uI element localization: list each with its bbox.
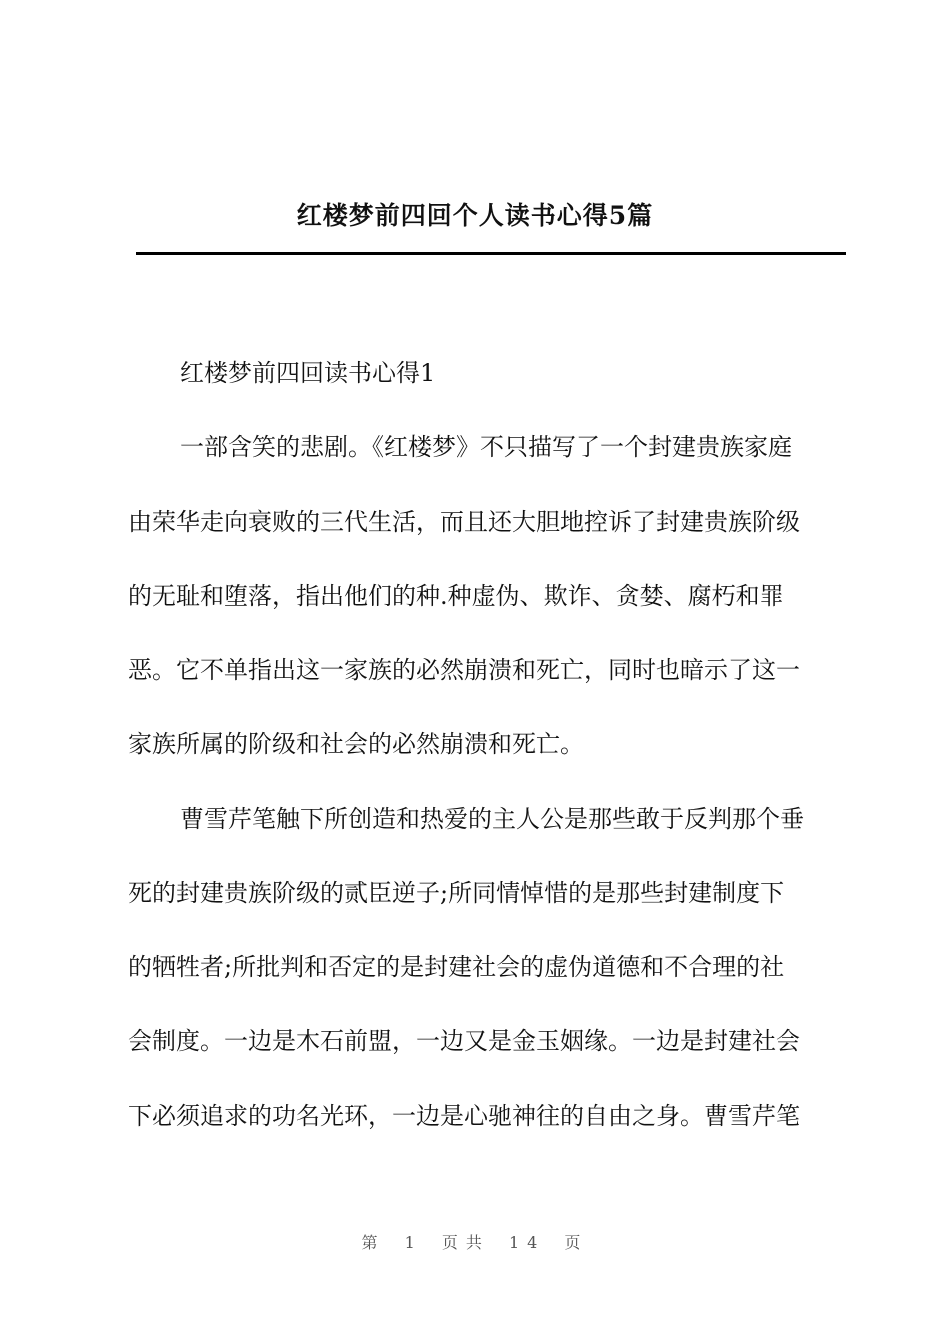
- paragraph-line: 死的封建贵族阶级的贰臣逆子;所同情悼惜的是那些封建制度下: [128, 879, 785, 907]
- section-heading: 红楼梦前四回读书心得1: [180, 359, 436, 387]
- document-title: 红楼梦前四回个人读书心得5篇: [296, 201, 654, 230]
- paragraph-line: 家族所属的阶级和社会的必然崩溃和死亡。: [128, 730, 584, 758]
- paragraph-line: 的无耻和堕落，指出他们的种.种虚伪、欺诈、贪婪、腐朽和罪: [128, 582, 784, 610]
- page-number-footer: 第 1 页共 14 页: [361, 1233, 589, 1252]
- paragraph-line: 会制度。一边是木石前盟，一边又是金玉姻缘。一边是封建社会: [128, 1027, 800, 1055]
- paragraph-line: 由荣华走向衰败的三代生活，而且还大胆地控诉了封建贵族阶级: [128, 508, 800, 536]
- paragraph-line: 的牺牲者;所批判和否定的是封建社会的虚伪道德和不合理的社: [128, 953, 785, 981]
- title-underline: [136, 252, 846, 255]
- paragraph-line: 一部含笑的悲剧。《红楼梦》不只描写了一个封建贵族家庭: [180, 433, 792, 461]
- paragraph-line: 下必须追求的功名光环，一边是心驰神往的自由之身。曹雪芹笔: [128, 1102, 800, 1130]
- paragraph-line: 恶。它不单指出这一家族的必然崩溃和死亡，同时也暗示了这一: [128, 656, 800, 684]
- paragraph-line: 曹雪芹笔触下所创造和热爱的主人公是那些敢于反判那个垂: [180, 805, 804, 833]
